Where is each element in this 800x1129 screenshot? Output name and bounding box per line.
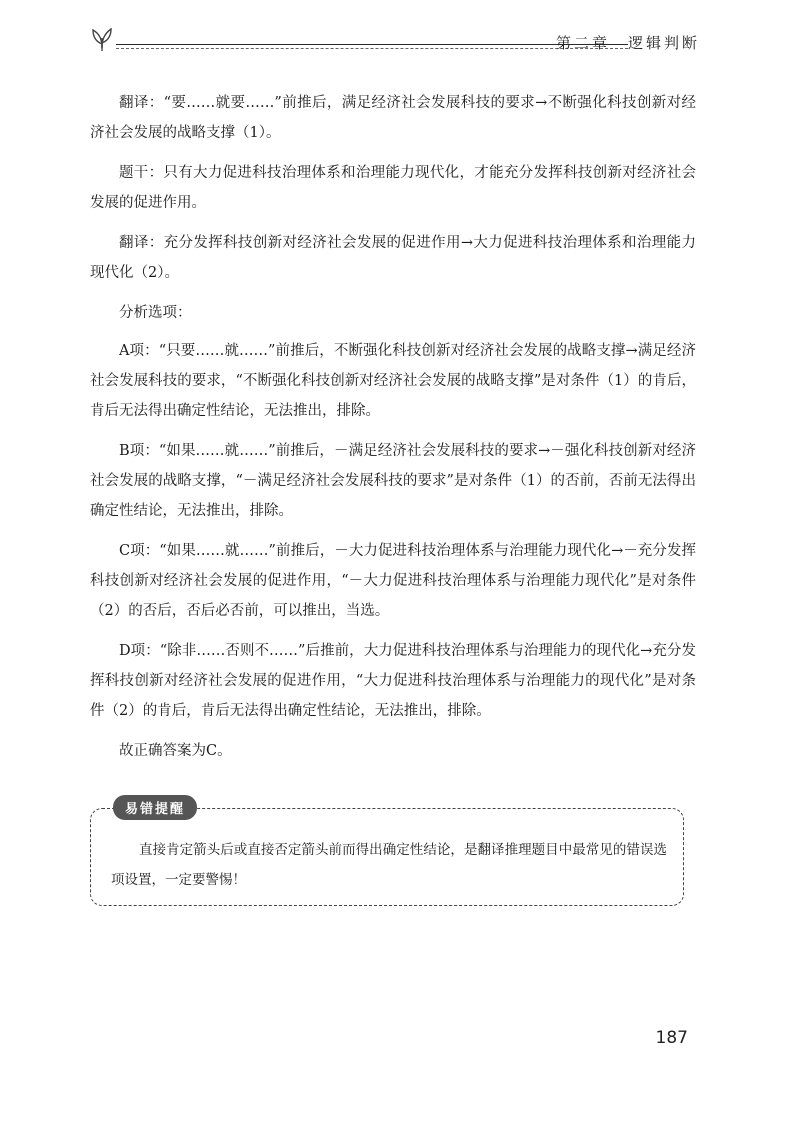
paragraph-translation-1: 翻译：“要……就要……”前推后，满足经济社会发展科技的要求→不断强化科技创新对经济社会发展的战略支撑（1）。 — [90, 95, 696, 141]
tip-title: 易错提醒 — [113, 795, 197, 820]
paragraph-translation-2: 翻译：充分发挥科技创新对经济社会发展的促进作用→大力促进科技治理体系和治理能力现代化（2）。 — [90, 235, 696, 281]
page-header — [88, 24, 700, 64]
paragraph-stem: 题干：只有大力促进科技治理体系和治理能力现代化，才能充分发挥科技创新对经济社会发展的促进作用。 — [90, 165, 696, 211]
paragraph-option-b: B项：“如果……就……”前推后，－满足经济社会发展科技的要求→－强化科技创新对经济社会发展的战略支撑，“－满足经济社会发展科技的要求”是对条件（1）的否前，否前无法得出确定性结论，无法推出，排除。 — [90, 443, 696, 519]
tip-box — [90, 802, 684, 906]
header-rule-dashed — [116, 48, 628, 49]
chapter-title: 第二章 逻辑判断 — [555, 34, 700, 52]
body-text — [90, 88, 696, 776]
leaf-icon — [88, 24, 116, 52]
header-rule — [116, 44, 628, 45]
page-number: 187 — [655, 1028, 688, 1048]
paragraph-option-a: A项：“只要……就……”前推后，不断强化科技创新对经济社会发展的战略支撑→满足经济社会发展科技的要求，“不断强化科技创新对经济社会发展的战略支撑”是对条件（1）的肯后，肯后无法得出确定性结论，无法推出，排除。 — [90, 343, 696, 419]
tip-text: 直接肯定箭头后或直接否定箭头前而得出确定性结论，是翻译推理题目中最常见的错误选项设置，一定要警惕！ — [111, 842, 667, 888]
paragraph-answer: 故正确答案为C。 — [119, 743, 232, 759]
paragraph-option-d: D项：“除非……否则不……”后推前，大力促进科技治理体系与治理能力的现代化→充分发挥科技创新对经济社会发展的促进作用，“大力促进科技治理体系与治理能力的现代化”是对条件（2）的肯后，肯后无法得出确定性结论，无法推出，排除。 — [90, 643, 696, 719]
paragraph-option-c: C项：“如果……就……”前推后，－大力促进科技治理体系与治理能力现代化→－充分发挥科技创新对经济社会发展的促进作用，“－大力促进科技治理体系与治理能力现代化”是对条件（2）的否后，否后必否前，可以推出，当选。 — [90, 543, 696, 619]
paragraph-analysis-heading: 分析选项： — [119, 305, 192, 321]
